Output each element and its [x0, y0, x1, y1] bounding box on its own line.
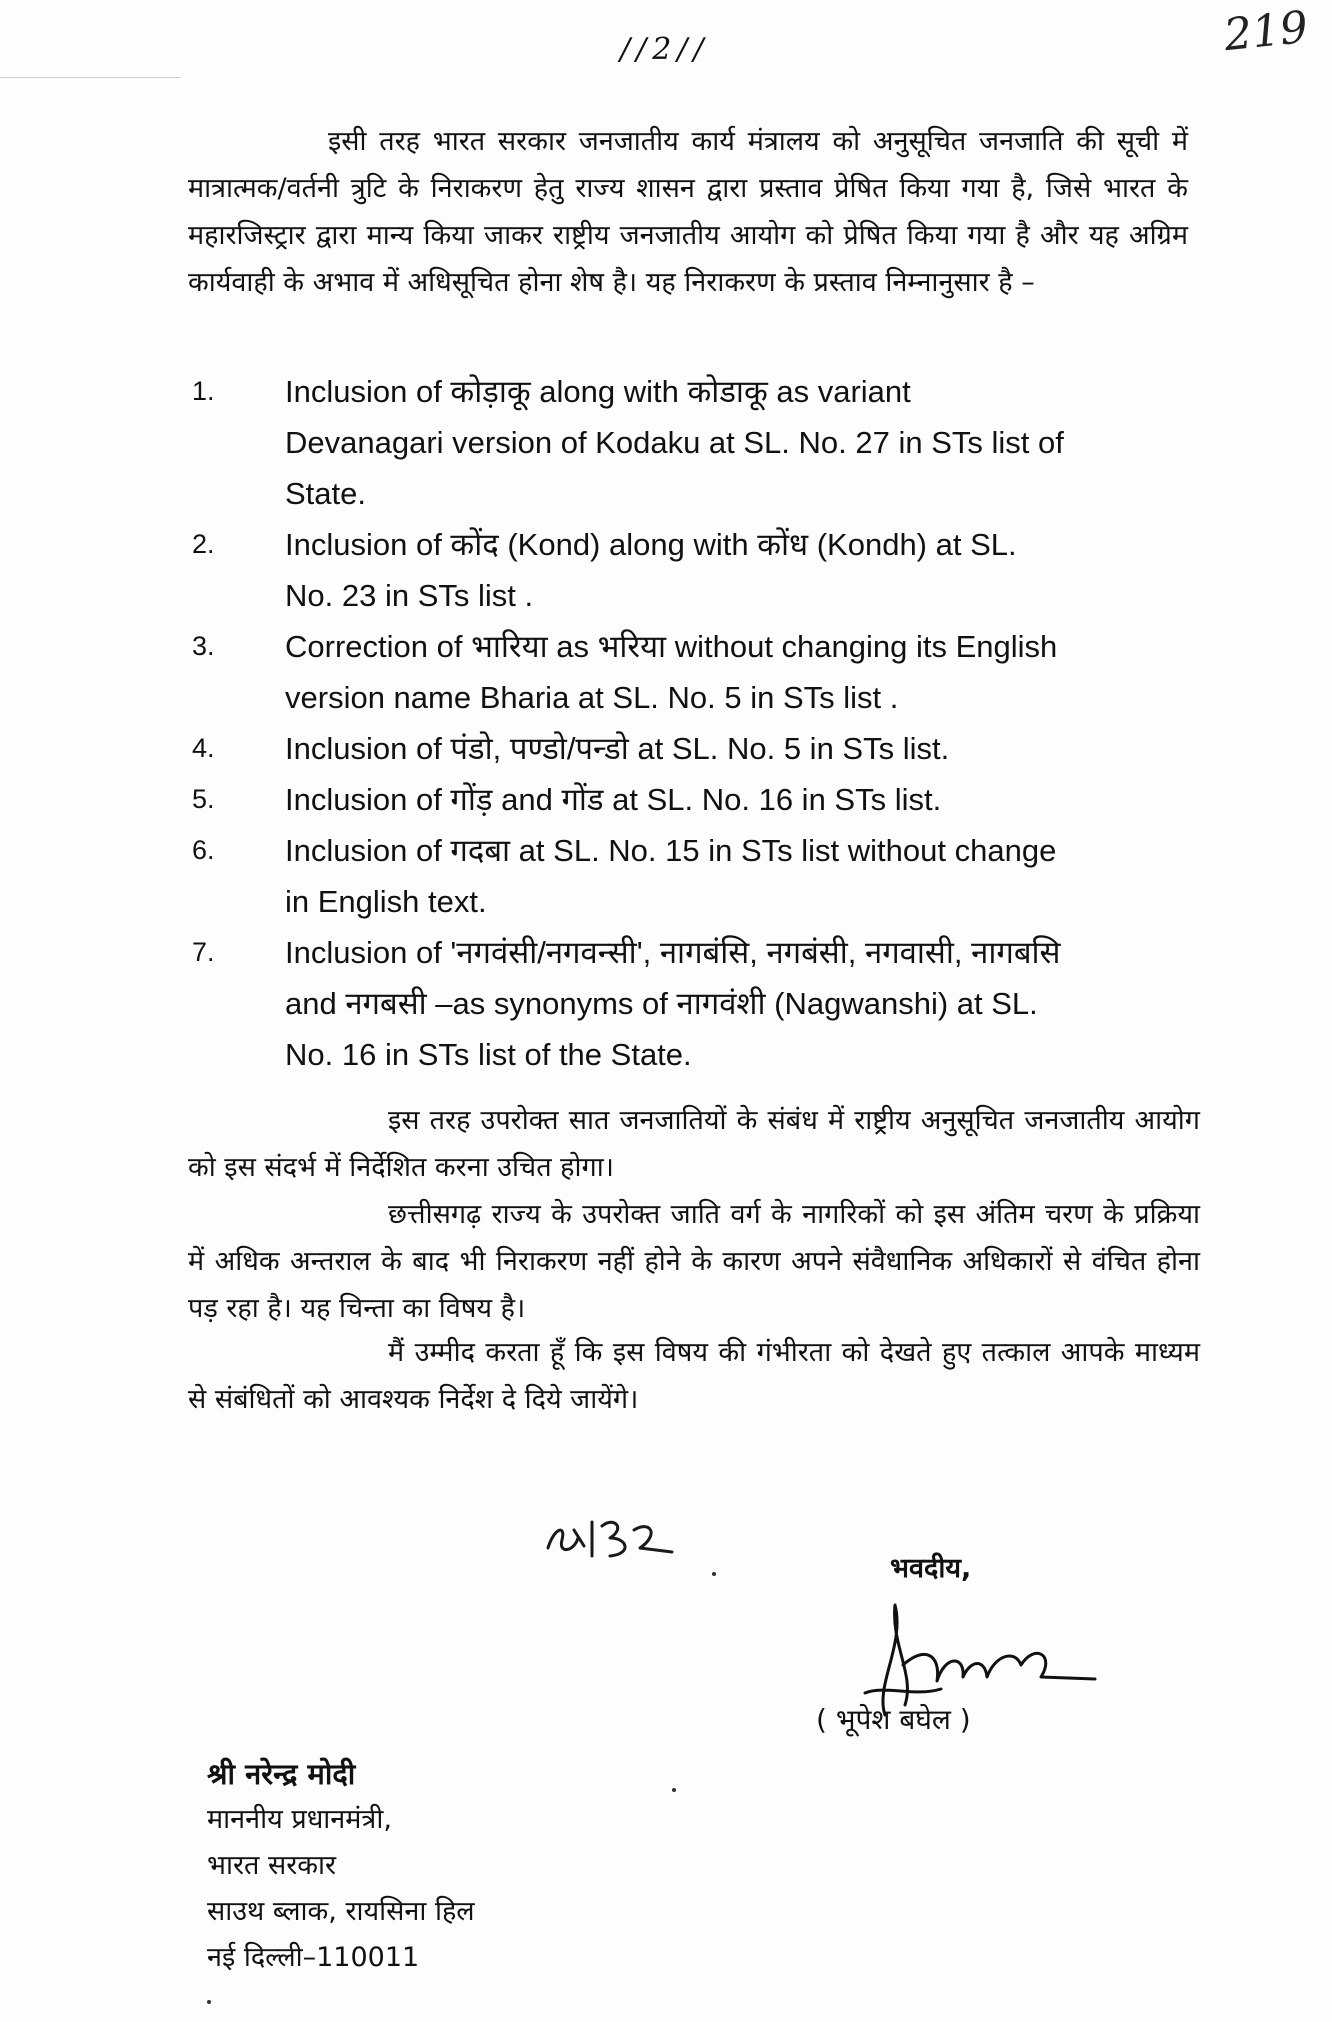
recipient-address — [207, 1751, 475, 1981]
signatory-name: ( भूपेश बघेल ) — [816, 1703, 971, 1736]
list-item-text: Inclusion of 'नगवंसी/नगवन्सी', नागबंसि, नगबंसी, नगवासी, नागबसि and नगबसी –as synonyms of नागवंशी (Nagwanshi) at SL. No. 16 in STs list of the State. — [285, 935, 1061, 1072]
list-item — [192, 774, 1092, 825]
address-line: माननीय प्रधानमंत्री, — [207, 1804, 392, 1835]
recipient-name: श्री नरेन्द्र मोदी — [207, 1757, 356, 1791]
speck — [207, 2000, 211, 2004]
closing-salutation: भवदीय, — [890, 1553, 972, 1584]
list-item — [192, 366, 1092, 519]
address-line: भारत सरकार — [207, 1850, 337, 1881]
address-line: नई दिल्ली–110011 — [207, 1942, 420, 1973]
proposal-list — [192, 366, 1092, 1080]
speck — [712, 1572, 716, 1576]
list-item-number: 6. — [192, 835, 215, 865]
handwritten-page-stamp: 219 — [1221, 1, 1311, 62]
paragraph-commission: इस तरह उपरोक्त सात जनजातियों के संबंध में राष्ट्रीय अनुसूचित जनजातीय आयोग को इस संदर्भ में निर्देशित करना उचित होगा। — [188, 1105, 1200, 1183]
handwritten-initials — [540, 1500, 680, 1570]
page-number: //2// — [620, 32, 710, 67]
list-item-number: 5. — [192, 784, 215, 814]
list-item-number: 3. — [192, 631, 215, 661]
paragraph-request: मैं उम्मीद करता हूँ कि इस विषय की गंभीरता को देखते हुए तत्काल आपके माध्यम से संबंधितों को आवश्यक निर्देश दे दिये जायेंगे। — [188, 1337, 1200, 1415]
intro-paragraph: इसी तरह भारत सरकार जनजातीय कार्य मंत्रालय को अनुसूचित जनजाति की सूची में मात्रात्मक/वर्तनी त्रुटि के निराकरण हेतु राज्य शासन द्वारा प्रस्ताव प्रेषित किया गया है, जिसे भारत के महारजिस्ट्रार द्वारा मान्य किया जाकर राष्ट्रीय जनजातीय आयोग को प्रेषित किया गया है और यह अग्रिम कार्यवाही के अभाव में अधिसूचित होना शेष है। यह निराकरण के प्रस्ताव निम्नानुसार है – — [188, 126, 1188, 298]
list-item-number: 1. — [192, 376, 215, 406]
list-item-text: Inclusion of गदबा at SL. No. 15 in STs list without change in English text. — [285, 833, 1057, 919]
list-item — [192, 621, 1092, 723]
list-item — [192, 519, 1092, 621]
list-item-number: 2. — [192, 529, 215, 559]
list-item — [192, 723, 1092, 774]
list-item-text: Correction of भारिया as भरिया without changing its English version name Bharia at SL. No. 5 in STs list . — [285, 629, 1058, 715]
list-item — [192, 927, 1092, 1080]
paragraph-concern: छत्तीसगढ़ राज्य के उपरोक्त जाति वर्ग के नागरिकों को इस अंतिम चरण के प्रक्रिया में अधिक अन्तराल के बाद भी निराकरण नहीं होने के कारण अपने संवैधानिक अधिकारों से वंचित होना पड़ रहा है। यह चिन्ता का विषय है। — [188, 1199, 1200, 1324]
speck — [672, 1788, 676, 1792]
list-item-text: Inclusion of पंडो, पण्डो/पन्डो at SL. No. 5 in STs list. — [285, 731, 950, 766]
list-item-text: Inclusion of गोंड़ and गोंड at SL. No. 16 in STs list. — [285, 782, 942, 817]
list-item-text: Inclusion of कोंद (Kond) along with कोंध (Kondh) at SL. No. 23 in STs list . — [285, 527, 1017, 613]
address-line: साउथ ब्लाक, रायसिना हिल — [207, 1896, 475, 1927]
list-item-number: 4. — [192, 733, 215, 763]
list-item — [192, 825, 1092, 927]
list-item-text: Inclusion of कोड़ाकू along with कोडाकू as variant Devanagari version of Kodaku at SL. No. 27 in STs list of State. — [285, 374, 1064, 511]
list-item-number: 7. — [192, 937, 215, 967]
top-rule — [0, 77, 180, 78]
